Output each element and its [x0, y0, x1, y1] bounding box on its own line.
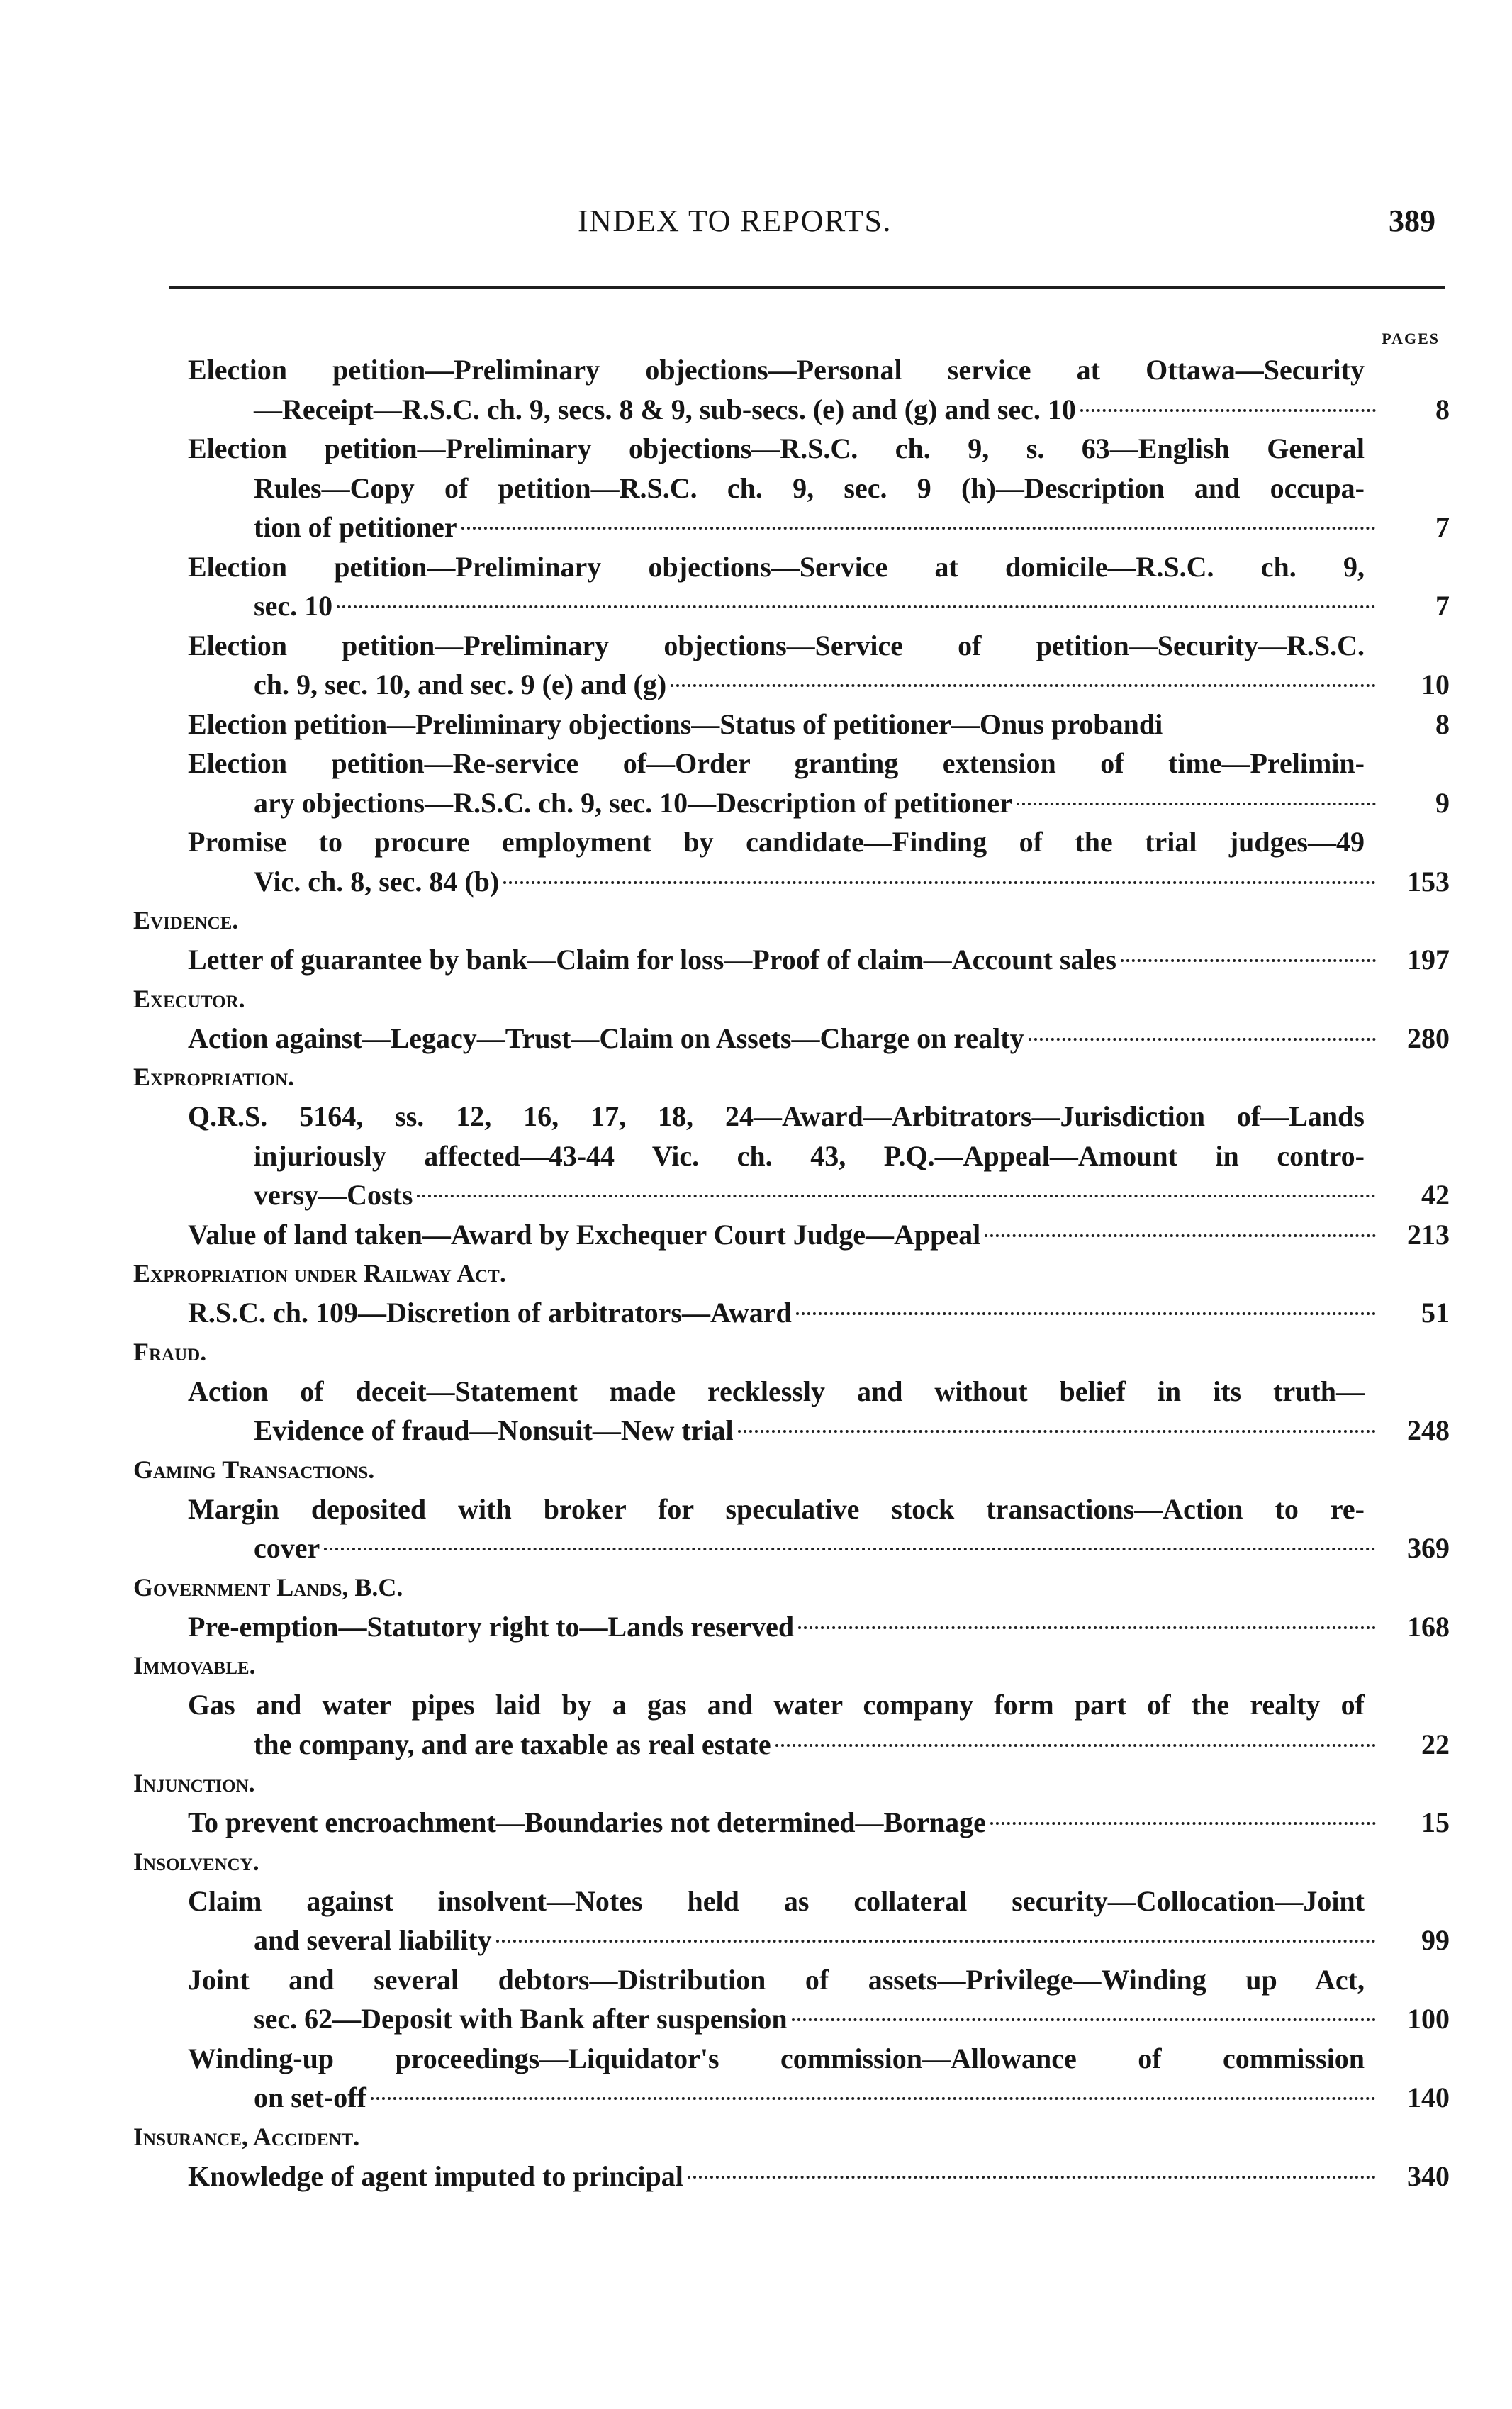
- entry-line: [128, 1999, 1450, 2039]
- entry-line: [128, 822, 1450, 862]
- index-entry: [128, 626, 1450, 705]
- entry-text: ch. 9, sec. 10, and sec. 9 (e) and (g): [254, 669, 667, 700]
- entry-page-number: 140: [1407, 2081, 1450, 2113]
- entry-line: [128, 1803, 1450, 1843]
- entry-line: [128, 1175, 1450, 1215]
- index-entry: [128, 1882, 1450, 1960]
- entry-page-number: 8: [1435, 708, 1450, 740]
- entry-line: [128, 744, 1450, 783]
- entry-text: the company, and are taxable as real estate: [254, 1728, 771, 1760]
- entry-page-number: 213: [1407, 1218, 1450, 1251]
- entry-page-number: 100: [1407, 2003, 1450, 2035]
- dot-leader: [337, 605, 1376, 608]
- entry-text: sec. 10: [254, 590, 333, 622]
- entry-text: ary objections—R.S.C. ch. 9, sec. 10—Description of petitioner: [254, 786, 1012, 819]
- entry-line: [128, 1411, 1450, 1451]
- entry-text: Election petition—Preliminary objections—Service at domicile—R.S.C. ch. 9,: [188, 550, 1365, 583]
- entry-text: R.S.C. ch. 109—Discretion of arbitrators—Award: [188, 1297, 792, 1329]
- index-entry: [128, 2039, 1450, 2118]
- entry-line: [128, 1019, 1450, 1058]
- entry-line: [128, 2039, 1450, 2079]
- dot-leader: [1017, 803, 1376, 805]
- entry-text: To prevent encroachment—Boundaries not determined—Bornage: [188, 1806, 986, 1838]
- dot-leader: [1080, 409, 1376, 412]
- entry-text: Action of deceit—Statement made recklessly and without belief in its truth—: [188, 1375, 1365, 1407]
- entry-page-number: 197: [1407, 944, 1450, 976]
- section-heading: Gaming Transactions.: [133, 1455, 375, 1484]
- entry-text: Election petition—Preliminary objections—Status of petitioner—Onus probandi: [188, 708, 1163, 740]
- dot-leader: [688, 2176, 1376, 2179]
- index-entry: [128, 1803, 1450, 1843]
- entry-line: [128, 665, 1450, 705]
- index-entry: [128, 1489, 1450, 1568]
- entry-page-number: 153: [1407, 865, 1450, 898]
- entry-page-number: 8: [1435, 393, 1450, 425]
- entry-text: Rules—Copy of petition—R.S.C. ch. 9, sec. 9 (h)—Description and occupa-: [254, 471, 1365, 504]
- entry-line: [128, 1607, 1450, 1647]
- dot-leader: [324, 1548, 1376, 1550]
- entry-page-number: 7: [1435, 511, 1450, 543]
- entry-line: [128, 1372, 1450, 1412]
- entry-page-number: 9: [1435, 786, 1450, 819]
- entry-line: [128, 862, 1450, 902]
- dot-leader: [796, 1312, 1376, 1315]
- entry-text: Vic. ch. 8, sec. 84 (b): [254, 865, 500, 898]
- index-entry: [128, 1960, 1450, 2039]
- index-entry: [128, 1215, 1450, 1255]
- entry-line: [128, 1921, 1450, 1960]
- entry-text: sec. 62—Deposit with Bank after suspension: [254, 2003, 788, 2035]
- entry-text: Winding-up proceedings—Liquidator's commission—Allowance of commission: [188, 2042, 1365, 2074]
- entry-text: Election petition—Re-service of—Order granting extension of time—Prelimin-: [188, 747, 1365, 779]
- dot-leader: [371, 2097, 1376, 2100]
- entry-line: [128, 1725, 1450, 1765]
- entry-page-number: 51: [1421, 1297, 1450, 1329]
- dot-leader: [496, 1940, 1376, 1943]
- entry-page-number: 15: [1421, 1806, 1450, 1838]
- entry-line: [128, 1215, 1450, 1255]
- index-entry: [128, 822, 1450, 901]
- index-entry: [128, 705, 1450, 744]
- index-entry: [128, 1607, 1450, 1647]
- section-heading: Injunction.: [133, 1769, 255, 1797]
- entry-text: Action against—Legacy—Trust—Claim on Assets—Charge on realty: [188, 1022, 1024, 1054]
- section-heading: Expropriation.: [133, 1063, 294, 1091]
- entry-line: [128, 469, 1450, 508]
- entry-line: [128, 626, 1450, 666]
- entry-text: Election petition—Preliminary objections—Personal service at Ottawa—Security: [188, 354, 1365, 386]
- dot-leader: [798, 1626, 1376, 1629]
- dot-leader: [417, 1195, 1376, 1197]
- section-heading: Fraud.: [133, 1337, 207, 1366]
- entry-text: Joint and several debtors—Distribution of assets—Privilege—Winding up Act,: [188, 1963, 1365, 1996]
- dot-leader: [1121, 959, 1376, 962]
- entry-line: [128, 429, 1450, 469]
- entry-text: Margin deposited with broker for speculative stock transactions—Action to re-: [188, 1492, 1365, 1525]
- entry-line: [128, 350, 1450, 390]
- dot-leader: [461, 527, 1376, 530]
- entry-line: [128, 1136, 1450, 1176]
- entry-line: [128, 1489, 1450, 1529]
- entry-text: Claim against insolvent—Notes held as collateral security—Collocation—Joint: [188, 1884, 1365, 1917]
- index-entry: [128, 1097, 1450, 1215]
- section-heading: Immovable.: [133, 1651, 256, 1679]
- dot-leader: [1029, 1038, 1376, 1041]
- entry-line: [128, 783, 1450, 823]
- entry-text: and several liability: [254, 1924, 492, 1956]
- entry-line: [128, 2078, 1450, 2118]
- index-entry: [128, 547, 1450, 626]
- dot-leader: [775, 1744, 1376, 1747]
- index-entry: [128, 1293, 1450, 1333]
- entry-page-number: 99: [1421, 1924, 1450, 1956]
- entry-line: [128, 586, 1450, 626]
- entry-text: Knowledge of agent imputed to principal: [188, 2159, 683, 2192]
- entry-line: [128, 1685, 1450, 1725]
- entry-line: [128, 1097, 1450, 1136]
- index-entry: [128, 2157, 1450, 2196]
- entry-text: Value of land taken—Award by Exchequer Court Judge—Appeal: [188, 1218, 981, 1251]
- dot-leader: [671, 684, 1376, 687]
- entry-line: [128, 1882, 1450, 1921]
- dot-leader: [985, 1234, 1376, 1237]
- entry-page-number: 10: [1421, 669, 1450, 700]
- dot-leader: [990, 1822, 1376, 1825]
- entry-page-number: 369: [1407, 1532, 1450, 1564]
- entry-line: [128, 705, 1450, 744]
- running-head: [0, 200, 1512, 242]
- page-number: 389: [1389, 203, 1435, 238]
- entry-line: [128, 547, 1450, 587]
- header-rule: [169, 286, 1445, 289]
- entry-page-number: 248: [1407, 1414, 1450, 1446]
- entry-line: [128, 1528, 1450, 1568]
- entry-page-number: 168: [1407, 1610, 1450, 1643]
- entry-text: Election petition—Preliminary objections—Service of petition—Security—R.S.C.: [188, 629, 1365, 661]
- entry-page-number: 22: [1421, 1728, 1450, 1760]
- entry-text: on set-off: [254, 2081, 366, 2113]
- entry-line: [128, 508, 1450, 547]
- entry-text: Promise to procure employment by candidate—Finding of the trial judges—49: [188, 826, 1365, 858]
- dot-leader: [738, 1430, 1376, 1433]
- index-entry: [128, 940, 1450, 980]
- section-heading: Government Lands, B.C.: [133, 1572, 403, 1602]
- section-heading: Evidence.: [133, 906, 239, 934]
- pages-column-label: PAGES: [1382, 330, 1440, 347]
- entry-page-number: 280: [1407, 1022, 1450, 1054]
- entry-line: [128, 2157, 1450, 2196]
- entry-text: Pre-emption—Statutory right to—Lands reserved: [188, 1610, 795, 1643]
- section-heading: Insolvency.: [133, 1847, 259, 1876]
- index-entry: [128, 744, 1450, 822]
- dot-leader: [792, 2018, 1376, 2021]
- index-entry: [128, 1685, 1450, 1764]
- section-heading: Expropriation under Railway Act.: [133, 1259, 506, 1287]
- entry-text: Gas and water pipes laid by a gas and water company form part of the realty of: [188, 1689, 1365, 1721]
- entry-text: Evidence of fraud—Nonsuit—New trial: [254, 1414, 734, 1446]
- section-heading: Executor.: [133, 984, 245, 1013]
- index-entry: [128, 429, 1450, 547]
- entry-line: [128, 940, 1450, 980]
- entry-text: Election petition—Preliminary objections—R.S.C. ch. 9, s. 63—English General: [188, 432, 1365, 464]
- entry-line: [128, 1960, 1450, 2000]
- index-entry: [128, 1372, 1450, 1451]
- entry-text: tion of petitioner: [254, 511, 457, 543]
- entry-text: Letter of guarantee by bank—Claim for loss—Proof of claim—Account sales: [188, 944, 1116, 976]
- entry-text: Q.R.S. 5164, ss. 12, 16, 17, 18, 24—Award—Arbitrators—Jurisdiction of—Lands: [188, 1100, 1365, 1132]
- entry-line: [128, 390, 1450, 430]
- entry-text: versy—Costs: [254, 1179, 413, 1211]
- entry-text: cover: [254, 1532, 320, 1564]
- running-title: INDEX TO REPORTS.: [578, 203, 892, 238]
- section-heading: Insurance, Accident.: [133, 2122, 360, 2151]
- index-body: [128, 350, 1450, 2196]
- entry-page-number: 340: [1407, 2159, 1450, 2192]
- entry-page-number: 42: [1421, 1179, 1450, 1211]
- index-entry: [128, 1019, 1450, 1058]
- entry-line: [128, 1293, 1450, 1333]
- entry-text: —Receipt—R.S.C. ch. 9, secs. 8 & 9, sub-secs. (e) and (g) and sec. 10: [254, 393, 1076, 425]
- dot-leader: [503, 881, 1376, 884]
- entry-text: injuriously affected—43-44 Vic. ch. 43, P.Q.—Appeal—Amount in contro-: [254, 1139, 1365, 1172]
- index-entry: [128, 350, 1450, 429]
- entry-page-number: 7: [1435, 590, 1450, 622]
